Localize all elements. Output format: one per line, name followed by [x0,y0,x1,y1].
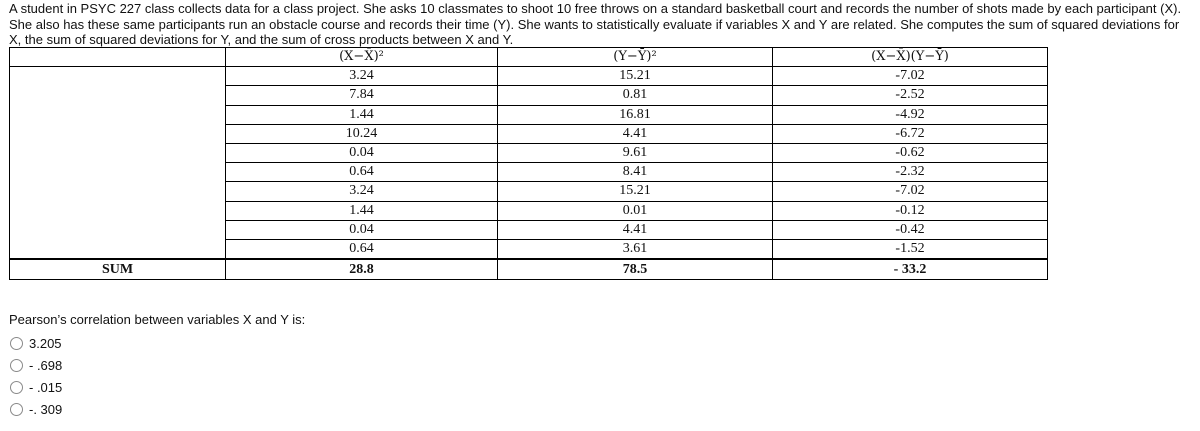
header-empty [10,48,226,67]
row-label-cell [10,105,226,124]
table-row [10,143,1048,162]
row-label-cell [10,220,226,239]
cell-x-squared: 0.04 [226,220,498,239]
answer-option-label: -. 309 [29,401,63,417]
cell-y-squared: 15.21 [498,182,773,201]
sum-x-squared: 28.8 [226,259,498,280]
table-header-row [10,48,1048,67]
answer-option[interactable] [10,354,62,376]
table-row [10,201,1048,220]
cell-y-squared: 0.81 [498,86,773,105]
cell-cross-product: -7.02 [773,67,1048,86]
row-label-cell [10,182,226,201]
cell-cross-product: -2.32 [773,163,1048,182]
cell-cross-product: -7.02 [773,182,1048,201]
row-label-cell [10,124,226,143]
table-row [10,105,1048,124]
row-label-cell [10,239,226,259]
table-row [10,67,1048,86]
sum-label: SUM [10,259,226,280]
cell-x-squared: 0.64 [226,163,498,182]
cell-x-squared: 1.44 [226,201,498,220]
row-label-cell [10,67,226,86]
row-label-cell [10,163,226,182]
cell-cross-product: -2.52 [773,86,1048,105]
cell-x-squared: 0.04 [226,143,498,162]
table-row [10,124,1048,143]
header-y-squared-deviation: (Y−Ȳ)² [498,48,773,67]
cell-cross-product: -0.42 [773,220,1048,239]
header-cross-product: (X−X̄)(Y−Ȳ) [773,48,1048,67]
cell-cross-product: -6.72 [773,124,1048,143]
cell-y-squared: 15.21 [498,67,773,86]
cell-cross-product: -0.12 [773,201,1048,220]
cell-y-squared: 9.61 [498,143,773,162]
deviations-table [9,47,1048,280]
answer-option-label: 3.205 [29,335,62,351]
table-row [10,220,1048,239]
cell-cross-product: -4.92 [773,105,1048,124]
radio-button[interactable] [10,337,23,350]
table-row [10,182,1048,201]
radio-button[interactable] [10,403,23,416]
sum-row [10,259,1048,280]
cell-y-squared: 8.41 [498,163,773,182]
table-row [10,163,1048,182]
row-label-cell [10,143,226,162]
sum-y-squared: 78.5 [498,259,773,280]
answer-option[interactable] [10,376,62,398]
header-x-squared-deviation: (X−X̄)² [226,48,498,67]
answer-option[interactable] [10,398,62,420]
answer-option-label: - .698 [29,357,63,373]
table-body [10,67,1048,280]
cell-x-squared: 3.24 [226,182,498,201]
table-row [10,86,1048,105]
cell-cross-product: -0.62 [773,143,1048,162]
cell-y-squared: 4.41 [498,124,773,143]
cell-x-squared: 10.24 [226,124,498,143]
row-label-cell [10,201,226,220]
answer-prompt: Pearson’s correlation between variables X and Y is: [9,312,306,327]
cell-cross-product: -1.52 [773,239,1048,259]
answer-option-label: - .015 [29,379,63,395]
answer-option[interactable] [10,332,62,354]
radio-button[interactable] [10,359,23,372]
radio-button[interactable] [10,381,23,394]
cell-x-squared: 0.64 [226,239,498,259]
cell-x-squared: 7.84 [226,86,498,105]
cell-y-squared: 4.41 [498,220,773,239]
cell-y-squared: 0.01 [498,201,773,220]
cell-x-squared: 1.44 [226,105,498,124]
cell-y-squared: 16.81 [498,105,773,124]
question-text: A student in PSYC 227 class collects data for a class project. She asks 10 classmates to shoot 10 free throws on a standard basketball court and records the number of shots made by each participant (X). She also has these same participants run an obstacle course and records their time (Y). She wants to statistically evaluate if variables X and Y are related. She computes the sum of squared deviations for X, the sum of squared deviations for Y, and the sum of cross products between X and Y. [9,1,1182,47]
answer-options [10,332,62,420]
sum-cross-product: - 33.2 [773,259,1048,280]
row-label-cell [10,86,226,105]
cell-y-squared: 3.61 [498,239,773,259]
cell-x-squared: 3.24 [226,67,498,86]
table-row [10,239,1048,259]
